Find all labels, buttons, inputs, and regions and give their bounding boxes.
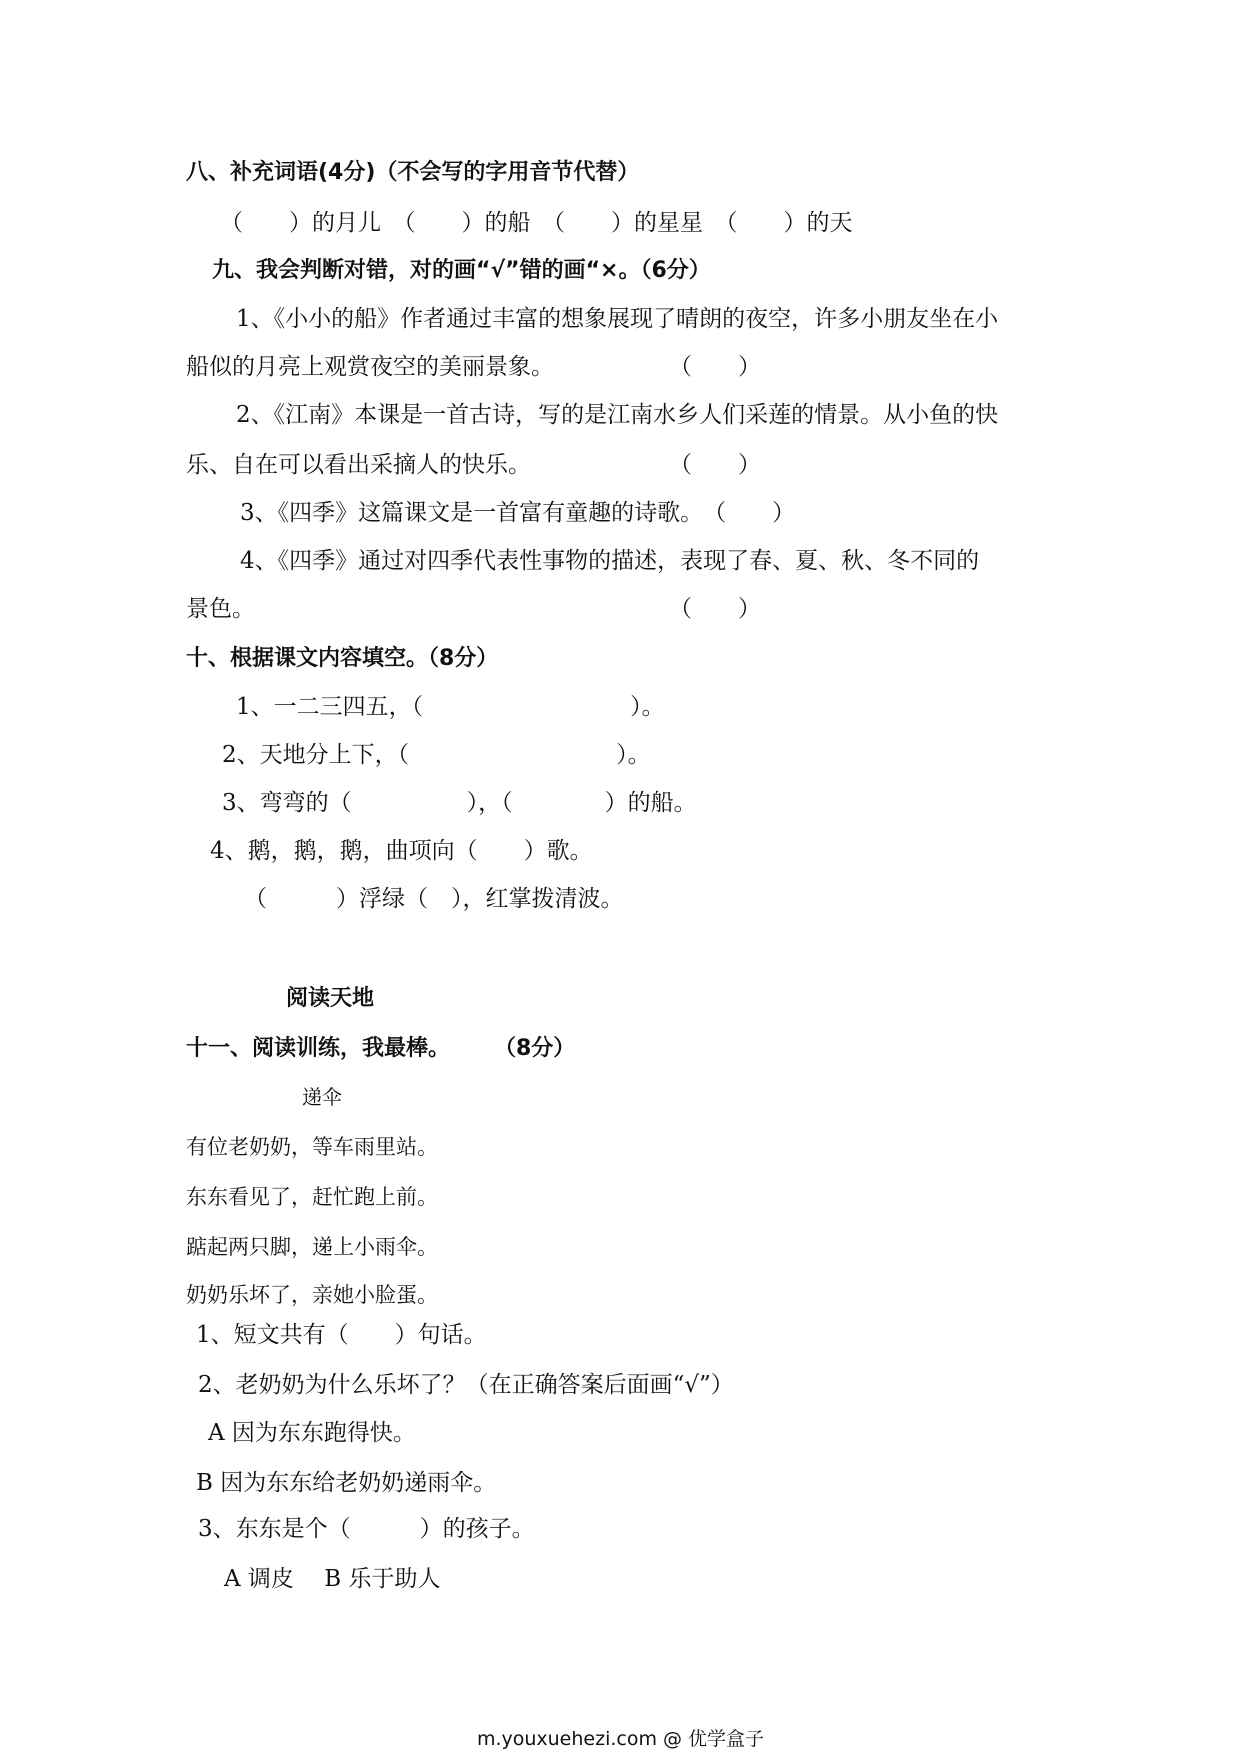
section-9-title: 九、我会判断对错，对的画“√”错的画“×。（6分）	[212, 258, 711, 283]
section-10-q4: 4、鹅，鹅，鹅，曲项向（ ）歌。	[210, 838, 593, 864]
poem-line: 踮起两只脚，递上小雨伞。	[186, 1235, 438, 1259]
section-9-q4-line1: 4、《四季》通过对四季代表性事物的描述，表现了春、夏、秋、冬不同的	[240, 548, 980, 574]
poem-title: 递伞	[302, 1085, 342, 1109]
section-9-q3: 3、《四季》这篇课文是一首富有童趣的诗歌。 （ ）	[240, 500, 796, 526]
section-10-title: 十、根据课文内容填空。（8分）	[186, 646, 499, 671]
footer-watermark: m.youxuehezi.com @ 优学盒子	[476, 1728, 765, 1750]
section-10-q2: 2、天地分上下，（ ）。	[222, 742, 651, 768]
poem-line: 奶奶乐坏了，亲她小脸蛋。	[186, 1283, 438, 1307]
section-10-q3: 3、弯弯的（ ），（ ）的船。	[222, 790, 697, 816]
reading-q2-option-a: A 因为东东跑得快。	[208, 1420, 416, 1446]
reading-q1: 1、短文共有（ ）句话。	[196, 1322, 487, 1348]
section-8-blanks: （ ）的月儿 （ ）的船 （ ）的星星 （ ）的天	[220, 210, 853, 236]
reading-q3-options: A 调皮 B 乐于助人	[224, 1566, 441, 1592]
section-9-q1-line1: 1、《小小的船》作者通过丰富的想象展现了晴朗的夜空，许多小朋友坐在小	[236, 306, 999, 332]
poem-line: 东东看见了，赶忙跑上前。	[186, 1185, 438, 1209]
reading-q2-option-b: B 因为东东给老奶奶递雨伞。	[196, 1470, 497, 1496]
section-10-q4-continued: （ ）浮绿（ ），红掌拨清波。	[244, 886, 624, 912]
section-9-q4-line2: 景色。 （ ）	[186, 596, 761, 622]
section-10-q1: 1、一二三四五，（ ）。	[236, 694, 665, 720]
section-11-title: 十一、阅读训练，我最棒。 （8分）	[186, 1036, 576, 1061]
reading-header: 阅读天地	[286, 986, 375, 1011]
poem-line: 有位老奶奶，等车雨里站。	[186, 1135, 438, 1159]
section-9-q2-line1: 2、《江南》本课是一首古诗，写的是江南水乡人们采莲的情景。从小鱼的快	[236, 402, 999, 428]
section-9-q1-line2: 船似的月亮上观赏夜空的美丽景象。 （ ）	[186, 354, 761, 380]
reading-q3: 3、东东是个（ ）的孩子。	[198, 1516, 535, 1542]
section-8-title: 八、补充词语(4分)（不会写的字用音节代替）	[186, 160, 640, 185]
reading-q2: 2、老奶奶为什么乐坏了？（在正确答案后面画“√”）	[198, 1372, 734, 1398]
section-9-q2-line2: 乐、自在可以看出采摘人的快乐。 （ ）	[186, 452, 761, 478]
